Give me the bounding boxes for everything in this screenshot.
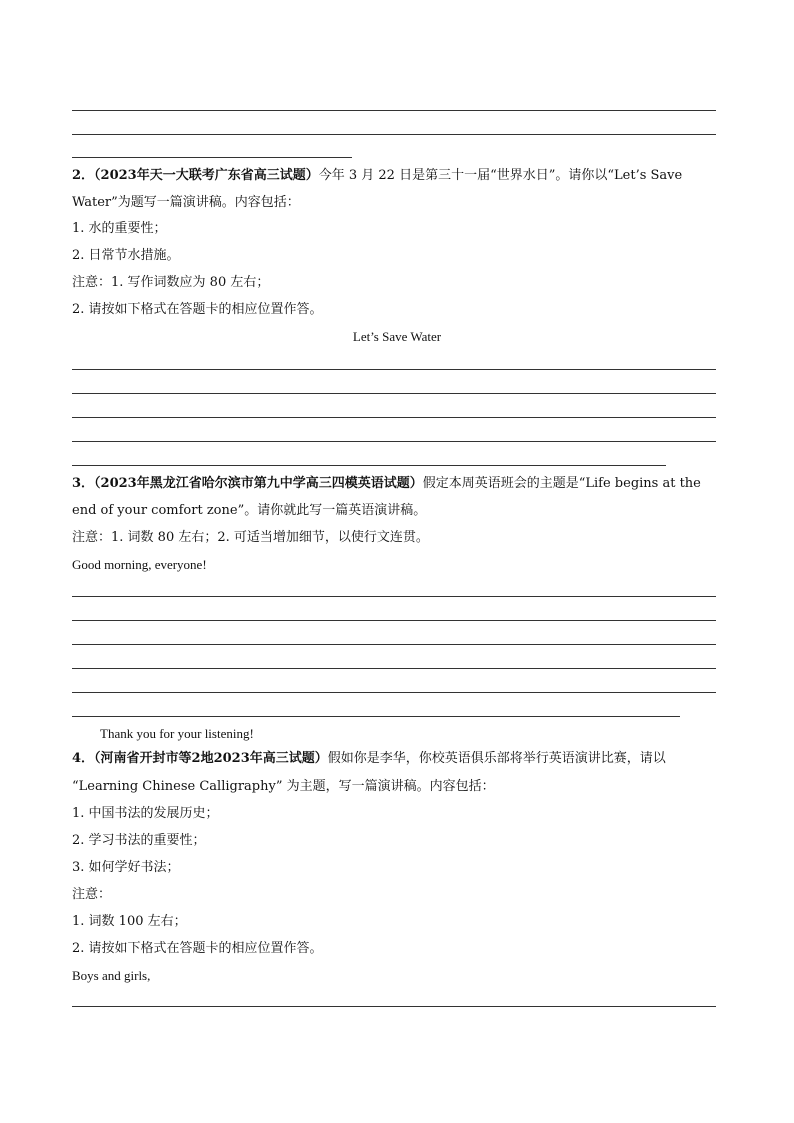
q4-prompt-line1: 假如你是李华，你校英语俱乐部将举行英语演讲比赛，请以 <box>327 751 666 766</box>
q2-essay-title: Let’s Save Water <box>352 329 442 344</box>
q3-closing: Thank you for your listening! <box>100 726 254 741</box>
q4-item-2: 2. 学习书法的重要性； <box>72 833 206 848</box>
answer-line <box>72 692 716 693</box>
q3-note: 注意：1. 词数 80 左右；2. 可适当增加细节，以使行文连贯。 <box>72 530 429 545</box>
q3-prompt-line1: 假定本周英语班会的主题是“Life begins at the <box>422 476 701 491</box>
q2-prompt-line1: 今年 3 月 22 日是第三十一届“世界水日”。请你以“Let’s Save <box>318 168 683 183</box>
q2-note-1: 注意：1. 写作词数应为 80 左右； <box>72 275 270 290</box>
q2-number: 2． <box>72 168 95 183</box>
answer-line <box>72 716 680 717</box>
answer-line <box>72 644 716 645</box>
q3-opening: Good morning, everyone! <box>72 557 207 572</box>
q2-item-1: 1. 水的重要性； <box>72 221 167 236</box>
answer-line <box>72 668 716 669</box>
answer-line <box>72 596 716 597</box>
answer-line <box>72 465 666 466</box>
q4-prompt-line2: “Learning Chinese Calligraphy” 为主题，写一篇演讲稿。内容包括： <box>72 779 495 794</box>
answer-line <box>72 393 716 394</box>
answer-line <box>72 1006 716 1007</box>
q2-source: （2023年天一大联考广东省高三试题） <box>94 168 319 183</box>
q2-line1 <box>72 167 682 185</box>
answer-line <box>72 134 716 135</box>
answer-line <box>72 369 716 370</box>
q3-source: （2023年黑龙江省哈尔滨市第九中学高三四模英语试题） <box>94 476 423 491</box>
answer-line <box>72 157 352 158</box>
q4-note-2: 2. 请按如下格式在答题卡的相应位置作答。 <box>72 941 323 956</box>
q4-line1 <box>72 750 666 768</box>
q2-item-2: 2. 日常节水措施。 <box>72 248 180 263</box>
q2-prompt-line2: Water”为题写一篇演讲稿。内容包括： <box>72 195 300 210</box>
q4-note-label: 注意： <box>72 887 112 902</box>
q3-number: 3． <box>72 476 95 491</box>
q4-opening: Boys and girls, <box>72 968 151 983</box>
q4-source: （河南省开封市等2地2023年高三试题） <box>94 751 328 766</box>
q4-number: 4． <box>72 751 95 766</box>
q2-note-2: 2. 请按如下格式在答题卡的相应位置作答。 <box>72 302 323 317</box>
q3-prompt-line2: end of your comfort zone”。请你就此写一篇英语演讲稿。 <box>72 503 427 518</box>
answer-line <box>72 110 716 111</box>
q4-item-1: 1. 中国书法的发展历史； <box>72 806 219 821</box>
answer-line <box>72 441 716 442</box>
answer-line <box>72 620 716 621</box>
q3-line1 <box>72 475 701 493</box>
answer-line <box>72 417 716 418</box>
q4-note-1: 1. 词数 100 左右； <box>72 914 187 929</box>
q4-item-3: 3. 如何学好书法； <box>72 860 180 875</box>
